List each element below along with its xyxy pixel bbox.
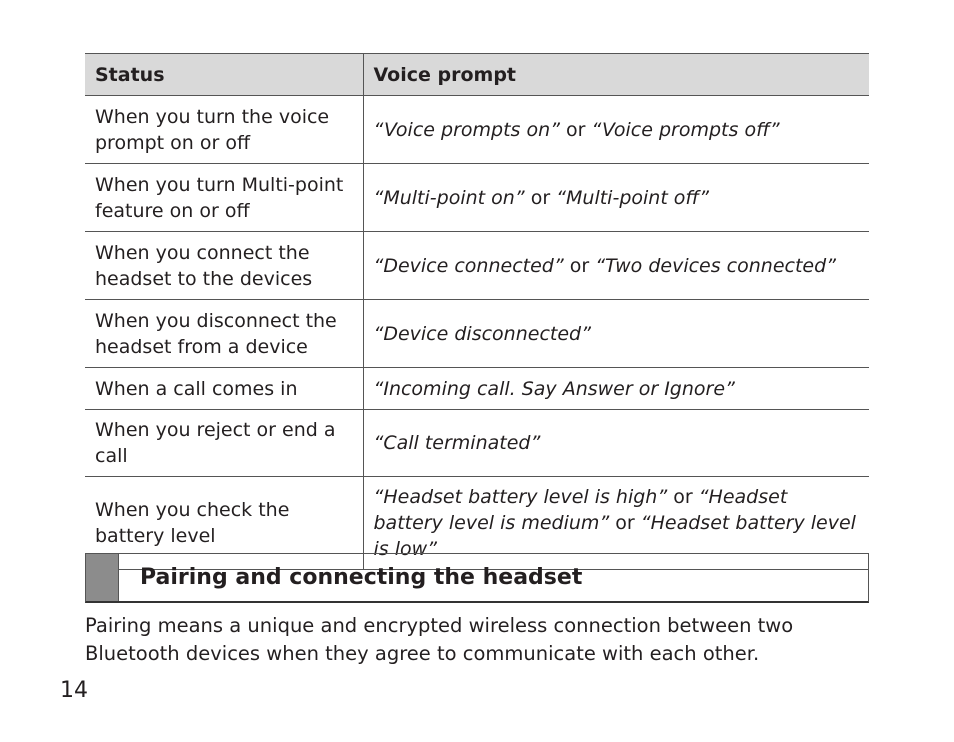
status-cell: When you check the battery level <box>85 477 363 570</box>
prompt-quote: “Voice prompts on” <box>373 118 560 141</box>
table-header-row <box>85 54 869 96</box>
table-row <box>85 96 869 164</box>
heading-accent-bar <box>86 554 119 601</box>
prompt-quote: “Multi-point on” <box>373 186 525 209</box>
prompt-quote: “Headset battery level is high” <box>373 486 668 508</box>
table-row <box>85 164 869 232</box>
table-row <box>85 232 869 300</box>
prompt-connector: or <box>559 118 592 141</box>
voice-prompt-cell <box>363 232 869 300</box>
voice-prompt-cell <box>363 410 869 477</box>
prompt-quote: “Headset battery level is medium” <box>373 486 788 534</box>
prompt-connector: or <box>524 186 557 209</box>
voice-prompt-cell <box>363 96 869 164</box>
voice-prompt-table <box>85 53 869 570</box>
page-number: 14 <box>60 678 88 703</box>
status-cell: When you reject or end a call <box>85 410 363 477</box>
prompt-quote: “Call terminated” <box>373 432 541 454</box>
status-column-header: Status <box>85 54 363 96</box>
table-body <box>85 96 869 570</box>
prompt-quote: “Multi-point off” <box>556 186 709 209</box>
status-cell: When you turn Multi-point feature on or off <box>85 164 363 232</box>
table-row <box>85 300 869 368</box>
prompt-quote: “Device disconnected” <box>373 322 591 345</box>
prompt-quote: “Device connected” <box>373 254 564 277</box>
status-cell: When you turn the voice prompt on or off <box>85 96 363 164</box>
voice-prompt-cell <box>363 164 869 232</box>
prompt-connector: or <box>667 486 699 508</box>
prompt-connector: or <box>563 254 596 277</box>
voice-prompt-cell <box>363 300 869 368</box>
prompt-connector: or <box>609 512 641 534</box>
table-row <box>85 410 869 477</box>
section-heading: Pairing and connecting the headset <box>140 565 583 590</box>
prompt-quote: “Headset battery level is low” <box>373 512 856 560</box>
status-cell: When you disconnect the headset from a device <box>85 300 363 368</box>
prompt-quote: “Incoming call. Say Answer or Ignore” <box>373 377 735 400</box>
voice-prompt-column-header: Voice prompt <box>363 54 869 96</box>
voice-prompt-cell <box>363 368 869 410</box>
prompt-quote: “Voice prompts off” <box>591 118 780 141</box>
section-heading-box <box>85 553 869 603</box>
table-row <box>85 368 869 410</box>
prompt-quote: “Two devices connected” <box>595 254 837 277</box>
body-paragraph: Pairing means a unique and encrypted wireless connection between two Bluetooth devices when they agree to communicate with each other. <box>85 614 794 665</box>
status-cell: When a call comes in <box>85 368 363 410</box>
status-cell: When you connect the headset to the devices <box>85 232 363 300</box>
